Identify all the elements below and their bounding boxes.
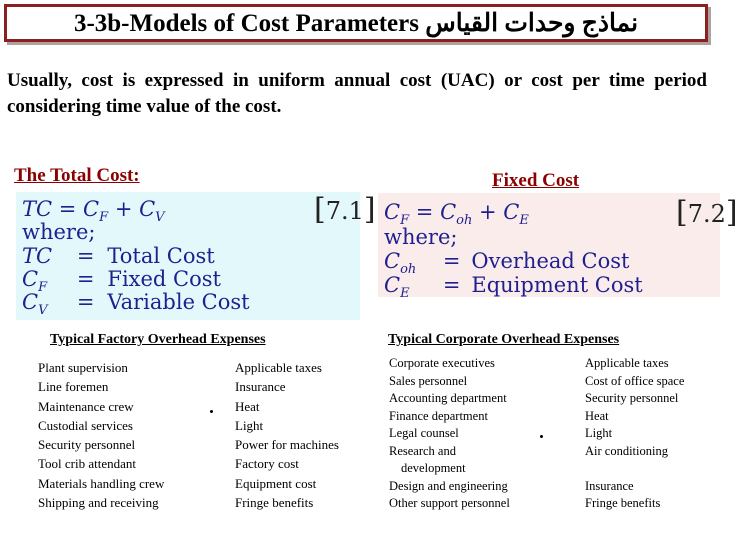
def-text: Equipment Cost (471, 273, 643, 297)
eq-number-text: 7.1 (325, 197, 364, 225)
list-item: Other support personnel (389, 496, 510, 510)
total-cost-heading: The Total Cost: (14, 165, 140, 186)
def-equals: = (76, 244, 95, 268)
slide-title-text: 3-3b-Models of Cost Parameters نماذج وحدات القياس (73, 10, 639, 37)
eq-sub2: V (155, 210, 165, 226)
fixed-cost-formula-box (378, 193, 738, 302)
factory-overhead-left-list (38, 358, 164, 512)
eq-mid: = C (415, 200, 457, 224)
stray-dot (540, 435, 543, 438)
list-item: Shipping and receiving (38, 495, 159, 511)
list-item: Light (235, 417, 264, 433)
corporate-overhead-left-list (389, 355, 510, 513)
eq-sub1: F (99, 210, 109, 226)
list-item: development (401, 461, 466, 475)
list-item: Custodial services (38, 417, 133, 433)
def-sub: oh (400, 262, 417, 278)
def-symbol: TC (22, 244, 53, 268)
def-symbol: C (384, 249, 401, 273)
list-item: Materials handling crew (38, 475, 165, 491)
eq-lhs-sub: F (400, 213, 410, 229)
list-item: Applicable taxes (585, 356, 669, 370)
equation-number-7-1: [7.1] (314, 192, 376, 227)
list-item: Fringe benefits (235, 495, 314, 511)
def-symbol: C (384, 273, 401, 297)
list-item: Research and (389, 443, 456, 458)
list-item: Accounting department (389, 391, 507, 405)
def-equals: = (76, 290, 95, 314)
list-item: Plant supervision (38, 360, 128, 375)
list-item (585, 460, 684, 478)
fixed-cost-heading: Fixed Cost (492, 170, 580, 191)
eq-plus: + C (114, 197, 156, 221)
list-item: Fringe benefits (585, 496, 661, 510)
def-row (22, 245, 215, 267)
eq-sub2: E (519, 213, 529, 229)
list-item: Factory cost (235, 456, 299, 472)
eq-mid: = C (58, 197, 100, 221)
list-item: Light (585, 426, 613, 440)
list-item: Insurance (235, 379, 286, 395)
list-item: Power for machines (235, 437, 339, 453)
factory-overhead-right-list (235, 358, 339, 512)
total-cost-formula-box (16, 192, 376, 320)
eq-plus: + C (479, 200, 520, 224)
list-item: Heat (585, 408, 609, 423)
list-item: Line foremen (38, 379, 109, 395)
def-symbol: C (22, 290, 39, 314)
list-item: Design and engineering (389, 478, 508, 493)
eq-sub1: oh (456, 213, 473, 229)
def-sub: V (38, 303, 48, 319)
def-row (22, 291, 250, 322)
list-item: Tool crib attendant (38, 456, 137, 472)
def-text: Fixed Cost (107, 267, 221, 291)
def-text: Overhead Cost (471, 249, 630, 273)
def-equals: = (442, 273, 461, 297)
corporate-overhead-title: Typical Corporate Overhead Expenses (388, 332, 620, 347)
list-item: Legal counsel (389, 426, 459, 440)
list-item: Maintenance crew (38, 398, 134, 414)
def-text: Variable Cost (107, 290, 250, 314)
where-label: where; (384, 225, 458, 249)
list-item: Heat (235, 398, 260, 414)
list-item: Cost of office space (585, 373, 685, 388)
stray-dot (210, 410, 213, 413)
def-sub: F (38, 280, 48, 296)
list-item: Corporate executives (389, 356, 495, 370)
def-equals: = (442, 249, 461, 273)
eq-number-text: 7.2 (687, 200, 726, 228)
list-item: Sales personnel (389, 373, 468, 388)
list-item: Insurance (585, 478, 634, 493)
where-label: where; (22, 220, 96, 244)
eq-lhs: C (384, 200, 401, 224)
equation-number-7-2: [7.2] (676, 195, 738, 230)
slide-title (4, 4, 708, 42)
list-item: Air conditioning (585, 443, 668, 458)
list-item: Finance department (389, 408, 488, 423)
intro-paragraph: Usually, cost is expressed in uniform annual cost (UAC) or cost per time period considering time value of the cost. (7, 70, 707, 117)
list-item: Security personnel (38, 437, 136, 453)
def-text: Total Cost (107, 244, 215, 268)
corporate-overhead-right-list (585, 355, 684, 513)
def-equals: = (76, 267, 95, 291)
eq-lhs: TC (22, 197, 53, 221)
list-item: Applicable taxes (235, 360, 322, 375)
list-item: Security personnel (585, 391, 679, 405)
factory-overhead-title: Typical Factory Overhead Expenses (50, 332, 266, 347)
list-item: Equipment cost (235, 475, 317, 491)
def-row (384, 274, 643, 305)
def-symbol: C (22, 267, 39, 291)
def-sub: E (400, 286, 410, 302)
